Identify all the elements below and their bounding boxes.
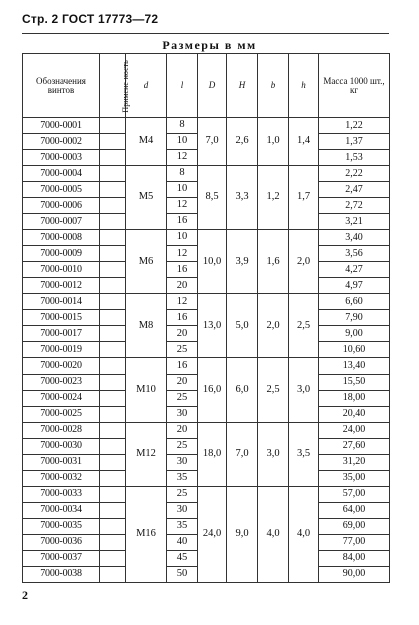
- header-applicability-text: Примене-ность: [120, 59, 130, 113]
- table-row: [23, 486, 390, 502]
- applicability-cell: [100, 310, 126, 326]
- applicability-cell: [100, 134, 126, 150]
- slot-h-cell: 1,4: [289, 118, 319, 166]
- screw-code-cell: 7000-0012: [23, 278, 100, 294]
- table-row: [23, 358, 390, 374]
- mass-cell: 3,40: [319, 230, 390, 246]
- slot-h-cell: 4,0: [289, 486, 319, 582]
- thread-d-cell: M4: [126, 118, 167, 166]
- head-H-cell: 5,0: [227, 294, 258, 358]
- length-l-cell: 8: [167, 166, 198, 182]
- applicability-cell: [100, 566, 126, 582]
- slot-b-cell: 1,0: [258, 118, 289, 166]
- length-l-cell: 25: [167, 438, 198, 454]
- header-rule: [22, 33, 389, 34]
- applicability-cell: [100, 438, 126, 454]
- mass-cell: 15,50: [319, 374, 390, 390]
- mass-cell: 3,21: [319, 214, 390, 230]
- screw-code-cell: 7000-0031: [23, 454, 100, 470]
- head-D-cell: 8,5: [198, 166, 227, 230]
- mass-cell: 90,00: [319, 566, 390, 582]
- screw-code-cell: 7000-0034: [23, 502, 100, 518]
- head-H-cell: 3,3: [227, 166, 258, 230]
- mass-cell: 9,00: [319, 326, 390, 342]
- header-mass: Масса 1000 шт., кг: [319, 54, 390, 118]
- slot-b-cell: 3,0: [258, 422, 289, 486]
- thread-d-cell: M12: [126, 422, 167, 486]
- head-D-cell: 10,0: [198, 230, 227, 294]
- head-H-cell: 7,0: [227, 422, 258, 486]
- header-l: l: [167, 54, 198, 118]
- length-l-cell: 10: [167, 230, 198, 246]
- header-D: D: [198, 54, 227, 118]
- mass-cell: 2,47: [319, 182, 390, 198]
- mass-cell: 4,97: [319, 278, 390, 294]
- length-l-cell: 8: [167, 118, 198, 134]
- slot-b-cell: 2,0: [258, 294, 289, 358]
- mass-cell: 24,00: [319, 422, 390, 438]
- applicability-cell: [100, 534, 126, 550]
- length-l-cell: 12: [167, 198, 198, 214]
- screw-code-cell: 7000-0037: [23, 550, 100, 566]
- screw-code-cell: 7000-0017: [23, 326, 100, 342]
- screw-code-cell: 7000-0015: [23, 310, 100, 326]
- table-body: [23, 118, 390, 583]
- head-D-cell: 16,0: [198, 358, 227, 422]
- applicability-cell: [100, 422, 126, 438]
- applicability-cell: [100, 518, 126, 534]
- header-d: d: [126, 54, 167, 118]
- mass-cell: 7,90: [319, 310, 390, 326]
- screw-code-cell: 7000-0035: [23, 518, 100, 534]
- thread-d-cell: M5: [126, 166, 167, 230]
- slot-b-cell: 4,0: [258, 486, 289, 582]
- applicability-cell: [100, 486, 126, 502]
- mass-cell: 1,22: [319, 118, 390, 134]
- length-l-cell: 12: [167, 150, 198, 166]
- length-l-cell: 40: [167, 534, 198, 550]
- screw-code-cell: 7000-0019: [23, 342, 100, 358]
- length-l-cell: 30: [167, 406, 198, 422]
- applicability-cell: [100, 166, 126, 182]
- length-l-cell: 25: [167, 342, 198, 358]
- length-l-cell: 30: [167, 502, 198, 518]
- screw-code-cell: 7000-0005: [23, 182, 100, 198]
- length-l-cell: 50: [167, 566, 198, 582]
- head-D-cell: 18,0: [198, 422, 227, 486]
- mass-cell: 4,27: [319, 262, 390, 278]
- applicability-cell: [100, 182, 126, 198]
- slot-h-cell: 2,5: [289, 294, 319, 358]
- mass-cell: 64,00: [319, 502, 390, 518]
- length-l-cell: 16: [167, 358, 198, 374]
- applicability-cell: [100, 262, 126, 278]
- applicability-cell: [100, 150, 126, 166]
- applicability-cell: [100, 342, 126, 358]
- length-l-cell: 30: [167, 454, 198, 470]
- length-l-cell: 25: [167, 390, 198, 406]
- mass-cell: 57,00: [319, 486, 390, 502]
- applicability-cell: [100, 326, 126, 342]
- slot-h-cell: 2,0: [289, 230, 319, 294]
- applicability-cell: [100, 454, 126, 470]
- mass-cell: 10,60: [319, 342, 390, 358]
- slot-h-cell: 1,7: [289, 166, 319, 230]
- table-title: Размеры в мм: [162, 38, 257, 52]
- head-H-cell: 2,6: [227, 118, 258, 166]
- applicability-cell: [100, 198, 126, 214]
- screw-code-cell: 7000-0004: [23, 166, 100, 182]
- screw-code-cell: 7000-0001: [23, 118, 100, 134]
- table-row: [23, 166, 390, 182]
- applicability-cell: [100, 374, 126, 390]
- page-number: 2: [22, 588, 28, 602]
- mass-cell: 18,00: [319, 390, 390, 406]
- screw-code-cell: 7000-0009: [23, 246, 100, 262]
- mass-cell: 1,53: [319, 150, 390, 166]
- length-l-cell: 35: [167, 470, 198, 486]
- screw-code-cell: 7000-0028: [23, 422, 100, 438]
- screw-code-cell: 7000-0025: [23, 406, 100, 422]
- applicability-cell: [100, 390, 126, 406]
- mass-cell: 13,40: [319, 358, 390, 374]
- header-h: h: [289, 54, 319, 118]
- mass-cell: 6,60: [319, 294, 390, 310]
- screw-code-cell: 7000-0038: [23, 566, 100, 582]
- table-row: [23, 422, 390, 438]
- screw-code-cell: 7000-0036: [23, 534, 100, 550]
- length-l-cell: 20: [167, 278, 198, 294]
- screw-code-cell: 7000-0020: [23, 358, 100, 374]
- screw-code-cell: 7000-0014: [23, 294, 100, 310]
- mass-cell: 2,22: [319, 166, 390, 182]
- header-b: b: [258, 54, 289, 118]
- head-H-cell: 6,0: [227, 358, 258, 422]
- head-D-cell: 7,0: [198, 118, 227, 166]
- applicability-cell: [100, 406, 126, 422]
- length-l-cell: 10: [167, 182, 198, 198]
- page-header: Стр. 2 ГОСТ 17773—72: [22, 12, 159, 26]
- mass-cell: 2,72: [319, 198, 390, 214]
- screw-code-cell: 7000-0003: [23, 150, 100, 166]
- thread-d-cell: M16: [126, 486, 167, 582]
- head-H-cell: 9,0: [227, 486, 258, 582]
- head-D-cell: 24,0: [198, 486, 227, 582]
- applicability-cell: [100, 118, 126, 134]
- length-l-cell: 25: [167, 486, 198, 502]
- length-l-cell: 16: [167, 262, 198, 278]
- head-H-cell: 3,9: [227, 230, 258, 294]
- mass-cell: 69,00: [319, 518, 390, 534]
- length-l-cell: 16: [167, 310, 198, 326]
- table-row: [23, 230, 390, 246]
- thread-d-cell: M6: [126, 230, 167, 294]
- thread-d-cell: M8: [126, 294, 167, 358]
- head-D-cell: 13,0: [198, 294, 227, 358]
- applicability-cell: [100, 230, 126, 246]
- mass-cell: 77,00: [319, 534, 390, 550]
- slot-b-cell: 2,5: [258, 358, 289, 422]
- length-l-cell: 12: [167, 246, 198, 262]
- slot-h-cell: 3,0: [289, 358, 319, 422]
- slot-b-cell: 1,2: [258, 166, 289, 230]
- length-l-cell: 35: [167, 518, 198, 534]
- applicability-cell: [100, 278, 126, 294]
- applicability-cell: [100, 358, 126, 374]
- screw-code-cell: 7000-0007: [23, 214, 100, 230]
- screw-code-cell: 7000-0006: [23, 198, 100, 214]
- length-l-cell: 45: [167, 550, 198, 566]
- screw-code-cell: 7000-0024: [23, 390, 100, 406]
- mass-cell: 1,37: [319, 134, 390, 150]
- header-H: H: [227, 54, 258, 118]
- mass-cell: 84,00: [319, 550, 390, 566]
- dimensions-table: [22, 53, 390, 583]
- header-row: [23, 54, 390, 118]
- mass-cell: 20,40: [319, 406, 390, 422]
- screw-code-cell: 7000-0033: [23, 486, 100, 502]
- mass-cell: 27,60: [319, 438, 390, 454]
- mass-cell: 31,20: [319, 454, 390, 470]
- screw-code-cell: 7000-0002: [23, 134, 100, 150]
- applicability-cell: [100, 246, 126, 262]
- length-l-cell: 20: [167, 374, 198, 390]
- screw-code-cell: 7000-0032: [23, 470, 100, 486]
- slot-h-cell: 3,5: [289, 422, 319, 486]
- header-designation: Обозначения винтов: [23, 54, 100, 118]
- screw-code-cell: 7000-0023: [23, 374, 100, 390]
- length-l-cell: 20: [167, 422, 198, 438]
- slot-b-cell: 1,6: [258, 230, 289, 294]
- length-l-cell: 10: [167, 134, 198, 150]
- applicability-cell: [100, 550, 126, 566]
- thread-d-cell: M10: [126, 358, 167, 422]
- mass-cell: 35,00: [319, 470, 390, 486]
- screw-code-cell: 7000-0010: [23, 262, 100, 278]
- screw-code-cell: 7000-0030: [23, 438, 100, 454]
- table-row: [23, 294, 390, 310]
- applicability-cell: [100, 294, 126, 310]
- length-l-cell: 16: [167, 214, 198, 230]
- screw-code-cell: 7000-0008: [23, 230, 100, 246]
- mass-cell: 3,56: [319, 246, 390, 262]
- length-l-cell: 12: [167, 294, 198, 310]
- applicability-cell: [100, 214, 126, 230]
- applicability-cell: [100, 502, 126, 518]
- header-applicability: [100, 54, 130, 118]
- applicability-cell: [100, 470, 126, 486]
- length-l-cell: 20: [167, 326, 198, 342]
- table-row: [23, 118, 390, 134]
